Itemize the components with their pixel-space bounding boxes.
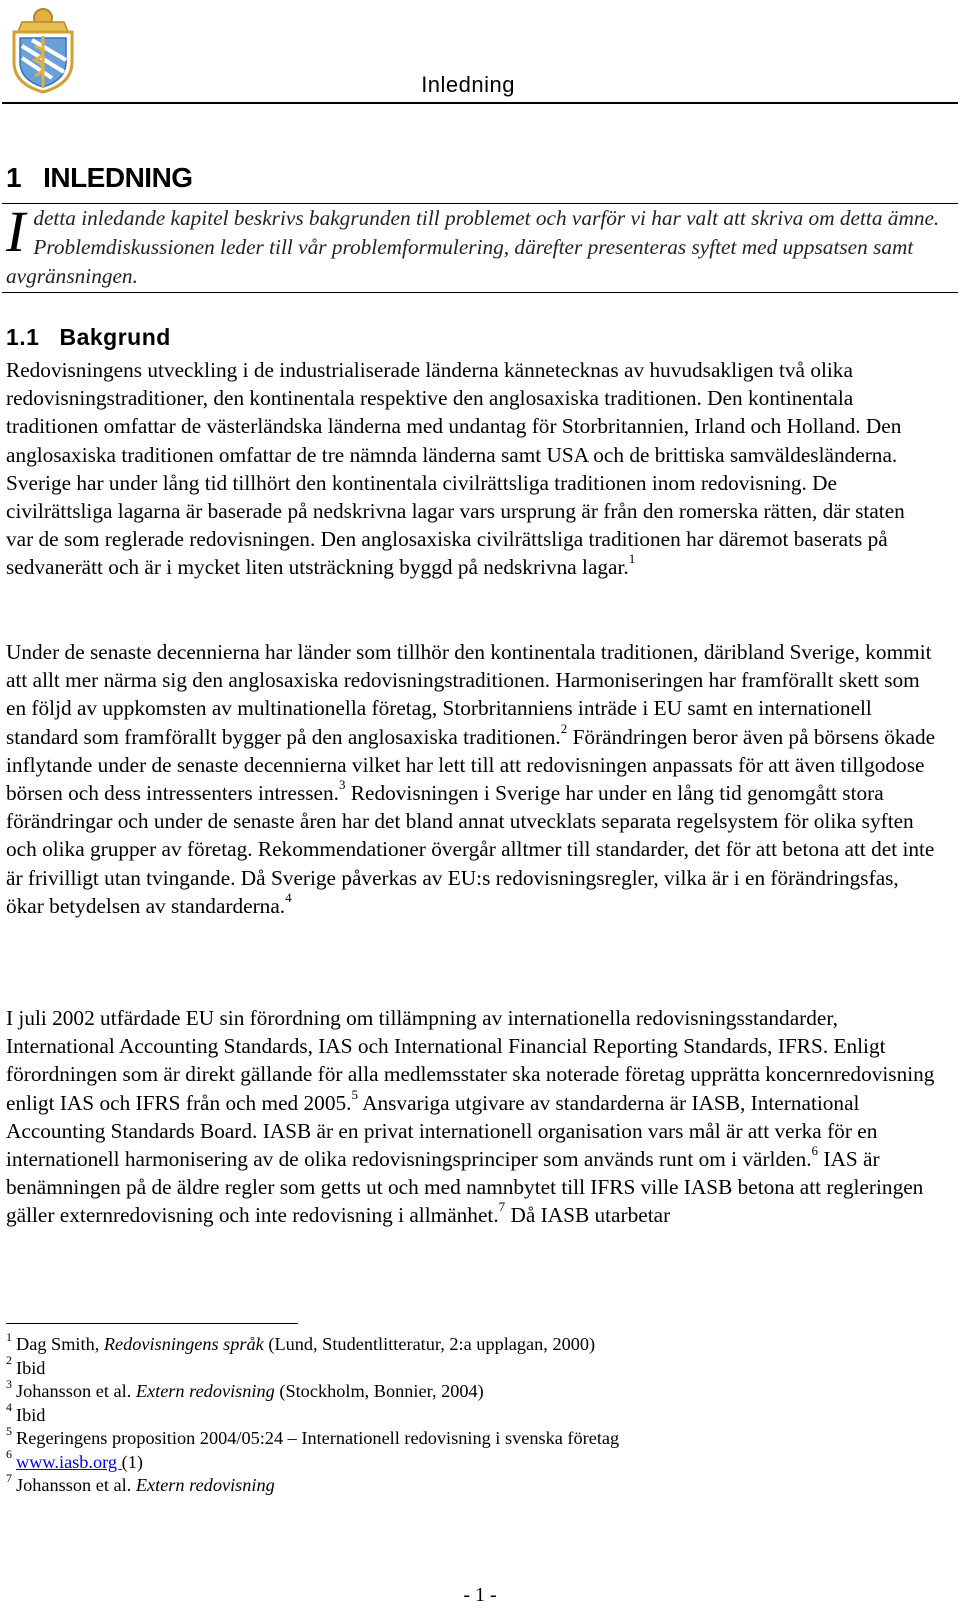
running-header-title: Inledning — [421, 72, 515, 97]
section-number: 1.1 — [6, 324, 40, 350]
chapter-heading — [6, 162, 193, 194]
footnote-item: $^6$ www.iasb.org (1) — [6, 1447, 143, 1472]
footnotes — [6, 1329, 936, 1498]
paragraph-2 — [6, 638, 936, 920]
chapter-intro — [6, 199, 950, 291]
chapter-title: INLEDNING — [43, 162, 193, 193]
footnote-item: $^2$ Ibid — [6, 1353, 46, 1378]
section-title: Bakgrund — [59, 324, 171, 350]
paragraph-text: IAS är benämningen på de äldre regler som getts ut och med namnbytet till IFRS ville IASB betona att regleringen gäller externredovisning och inte redovisning i allmänhet. — [6, 1147, 924, 1228]
footnote-item: $^1$ Dag Smith, Redovisningens språk (Lund, Studentlitteratur, 2:a upplagan, 2000) — [6, 1329, 596, 1354]
paragraph-3 — [6, 1004, 936, 1230]
paragraph-text: Redovisningens utveckling i de industrialiserade länderna kännetecknas av huvudsakligen två olika redovisningstraditioner, den kontinentala respektive den anglosaxiska traditionen. Den kontinentala traditionen omfattar de västerländska länderna med undantag för Storbritannien, Irland och Holland. Den anglosaxiska traditionen omfattar de tre nämnda länderna samt USA och de brittiska samväldesländerna. Sverige har under lång tid tillhört den kontinentala civilrättsliga traditionen inom redovisning. De civilrättsliga lagarna är baserade på nedskrivna lagar vars ursprung är från den romerska rätten, där staten var de som reglerade redovisningen. Den anglosaxiska civilrättsliga traditionen har däremot baserats på sedvanerätt och är i mycket liten utsträckning byggd på nedskrivna lagar. — [6, 358, 905, 580]
footnote-ref: 7 — [498, 1199, 506, 1215]
page-number: - 1 - — [463, 1584, 497, 1606]
intro-text: detta inledande kapitel beskrivs bakgrunden till problemet och varför vi har valt att skriva om detta ämne. Problemdiskussionen leder till vår problemformulering, därefter presenteras syftet med uppsatsen samt avgränsningen. — [6, 206, 940, 288]
footnote-item: $^3$ Johansson et al. Extern redovisning (Stockholm, Bonnier, 2004) — [6, 1376, 484, 1401]
intro-dropcap: I — [6, 199, 26, 264]
university-crest-logo — [2, 2, 84, 94]
footnote-item: $^4$ Ibid — [6, 1400, 46, 1425]
paragraph-text: I juli 2002 utfärdade EU sin förordning om tillämpning av internationella redovisningsstandarder, International Accounting Standards, IAS och International Financial Reporting Standards, IFRS. Enligt förordningen som är direkt gällande för alla medlemsstater ska noterade företag upprätta koncernredovisning enligt IAS och IFRS från och med 2005. — [6, 1006, 935, 1115]
paragraph-text: Då IASB utarbetar — [505, 1203, 671, 1228]
paragraph-text: Under de senaste decennierna har länder som tillhör den kontinentala traditionen, däribland Sverige, kommit att allt mer närma sig den anglosaxiska redovisningstraditionen. Harmoniseringen har framförallt skett som en följd av uppkomsten av multinationella företag, Storbritanniens inträde i EU samt en internationell standard som framförallt bygger på den anglosaxiska traditionen. — [6, 640, 932, 749]
footnote-ref: 4 — [285, 889, 292, 905]
footnote-ref: 1 — [628, 551, 636, 567]
footnote-item: $^7$ Johansson et al. Extern redovisning — [6, 1470, 275, 1495]
paragraph-text: Redovisningen i Sverige har under en lång tid genomgått stora förändringar och under de senaste åren har det bland annat utvecklats separata regelsystem för olika syften och olika grupper av företag. Rekommendationer övergår alltmer till standarder, det för att betona att det inte är frivilligt utan tvingande. Då Sverige påverkas av EU:s redovisningsregler, vilka är i en förändringsfas, ökar betydelsen av standarderna. — [6, 781, 935, 918]
intro-bottom-rule — [2, 292, 958, 293]
paragraph-1 — [6, 356, 936, 582]
paragraph-text: Ansvariga utgivare av standarderna är IASB, International Accounting Standards Board. IASB är en privat internationell organisation vars mål är att verka för en internationell harmonisering av de olika redovisningsprinciper som används runt om i världen. — [6, 1090, 878, 1172]
footnote-ref: 6 — [811, 1142, 819, 1158]
chapter-number: 1 — [6, 162, 22, 193]
section-heading — [6, 324, 171, 351]
footnote-ref: 2 — [560, 720, 568, 736]
footnote-separator — [6, 1323, 298, 1324]
header-divider — [2, 102, 958, 104]
paragraph-text: Förändringen beror även på börsens ökade inflytande under de senaste decennierna vilket har lett till att redovisningen anpassats för att även tillgodose börsen och dess intressenters intressen. — [6, 724, 936, 806]
footnote-ref: 3 — [338, 776, 346, 792]
footnote-ref: 5 — [351, 1086, 358, 1102]
iasb-link[interactable]: www.iasb.org — [16, 1451, 122, 1472]
footnote-item: $^5$ Regeringens proposition 2004/05:24 – Internationell redovisning i svenska företag — [6, 1423, 620, 1448]
